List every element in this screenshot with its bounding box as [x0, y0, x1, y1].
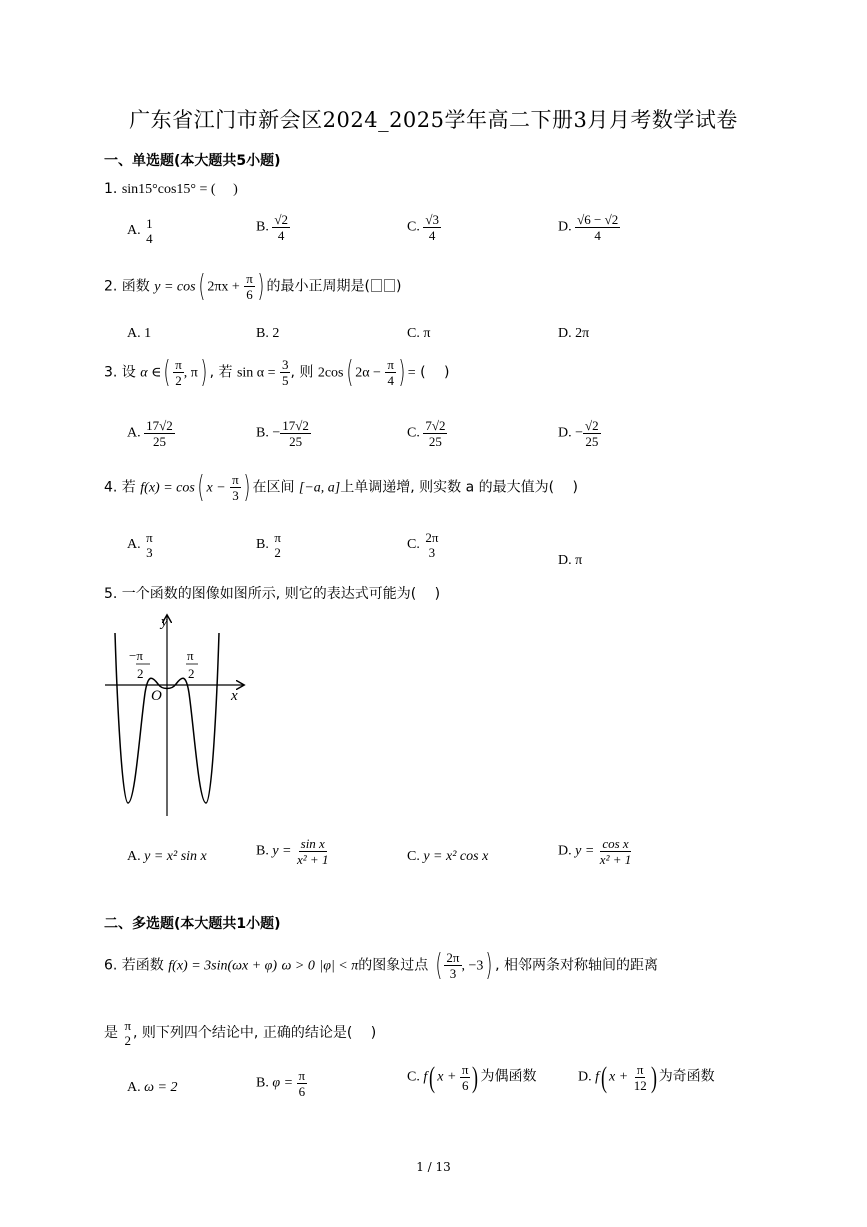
- q2-option-b[interactable]: B. 2: [256, 326, 280, 341]
- tick-label-neg-pi-half-num: −π: [129, 648, 143, 663]
- q1-option-b[interactable]: B. $\frac{√2}{4}$: [256, 212, 288, 243]
- question-6: 6. 若函数 f(x) = 3sin(ωx + φ) ω > 0 |φ| < π的图象过点 ( $\frac{2\pi}{3}$ , −3) , 相邻两条对称轴间的距离: [104, 947, 659, 983]
- q2-option-c[interactable]: C. π: [407, 326, 431, 341]
- q4-option-c[interactable]: C. 2π 3: [407, 530, 439, 560]
- question-1: [104, 178, 238, 198]
- q5-option-d[interactable]: D. y = $\frac{\text{cos x}}{\text{x² + 1}}$: [558, 836, 632, 867]
- question-2: 2. 函数 y = cos( 2πx + $\frac{\pi}{6}$ ) 的最小正周期是( ): [104, 268, 402, 304]
- page-number: 1 / 13: [416, 1160, 451, 1174]
- question-6-line-2: 是 π 2 , 则下列四个结论中, 正确的结论是( ): [104, 1018, 377, 1048]
- question-3: 3. 设 α ∈( $\frac{\pi}{2}$ , π) , 若 sin α = $\frac{3}{5}$ , 则 2cos( 2α − $\frac{\pi}{4}$ ) = ( ): [104, 354, 450, 390]
- y-axis-label: y: [161, 614, 168, 630]
- q5-option-b[interactable]: B. y = $\frac{\text{sin x}}{\text{x² + 1}}$: [256, 836, 329, 867]
- q6-option-a[interactable]: A. ω = 2: [127, 1080, 178, 1095]
- q3-option-c[interactable]: C. $\frac{7√2}{25}$: [407, 418, 446, 449]
- tick-label-pi-half-num: π: [187, 648, 194, 663]
- tick-label-pi-half-den: 2: [188, 666, 195, 681]
- q1-option-d[interactable]: D. $\frac{√6 - √2}{4}$: [558, 212, 619, 243]
- function-graph: [100, 608, 260, 823]
- x-axis-label: x: [231, 688, 238, 704]
- section-heading-multiple-choice: 二、多选题(本大题共1小题): [104, 916, 281, 932]
- q6-option-c[interactable]: C. f( x + $\frac{\pi}{6}$ ) 为偶函数: [407, 1060, 537, 1094]
- q1-option-c[interactable]: C. $\frac{√3}{4}$: [407, 212, 439, 243]
- origin-label: O: [151, 688, 162, 704]
- tick-label-neg-pi-half-den: 2: [137, 666, 144, 681]
- q6-option-d[interactable]: D. f( x + $\frac{\pi}{12}$ ) 为奇函数: [578, 1060, 715, 1094]
- section-heading-single-choice: 一、单选题(本大题共5小题): [104, 153, 281, 169]
- q5-option-c[interactable]: C. y = x² cos x: [407, 849, 489, 864]
- q3-option-b[interactable]: B. − $\frac{17√2}{25}$: [256, 418, 309, 449]
- q2-option-a[interactable]: A. 1: [127, 326, 152, 341]
- question-4: 4. 若 f(x) = cos( x − $\frac{\pi}{3}$ ) 在区间 [−a, a]上单调递增, 则实数 a 的最大值为( ): [104, 469, 579, 505]
- page-title: 广东省江门市新会区2024_2025学年高二下册3月月考数学试卷: [129, 108, 738, 132]
- question-5: 5. 一个函数的图像如图所示, 则它的表达式可能为( ): [104, 586, 441, 602]
- q2-option-d[interactable]: D. 2π: [558, 326, 590, 341]
- q4-option-b[interactable]: B. π 2: [256, 530, 281, 560]
- q4-option-a[interactable]: A. π 3: [127, 530, 153, 560]
- q5-option-a[interactable]: A. y = x² sin x: [127, 849, 207, 864]
- placeholder-box: [371, 279, 382, 292]
- q3-option-d[interactable]: D. − $\frac{√2}{25}$: [558, 418, 599, 449]
- q3-option-a[interactable]: A. $\frac{17√2}{25}$: [127, 418, 173, 449]
- q4-option-d[interactable]: D. π: [558, 553, 583, 568]
- question-number: 1.: [104, 181, 118, 197]
- q6-option-b[interactable]: B. φ = $\frac{\pi}{6}$: [256, 1068, 306, 1099]
- q1-option-a[interactable]: A. 1 4: [127, 216, 153, 246]
- placeholder-box: [384, 279, 395, 292]
- question-stem: sin15°cos15° = ( ): [121, 182, 238, 197]
